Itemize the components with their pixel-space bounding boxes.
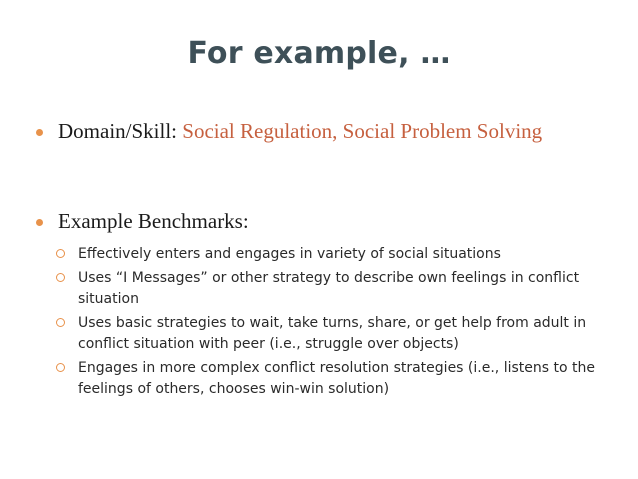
benchmark-item — [56, 268, 618, 310]
benchmark-item-text: Effectively enters and engages in variety of social situations — [78, 246, 501, 262]
bullet-example-benchmarks — [36, 208, 606, 403]
hollow-circle-bullet-icon — [56, 273, 65, 282]
slide-title: For example, … — [187, 36, 451, 71]
benchmark-list — [56, 244, 606, 400]
bullet-domain-skill-text — [36, 118, 606, 145]
bullet-domain-skill — [36, 118, 606, 145]
hollow-circle-bullet-icon — [56, 318, 65, 327]
hollow-circle-bullet-icon — [56, 249, 65, 258]
hollow-circle-bullet-icon — [56, 363, 65, 372]
benchmark-item-text: Uses “I Messages” or other strategy to describe own feelings in conflict situation — [78, 270, 580, 307]
example-benchmarks-heading — [36, 208, 606, 235]
bullet-dot-icon — [36, 219, 43, 226]
bullet-dot-icon — [36, 129, 43, 136]
example-benchmarks-label: Example Benchmarks: — [58, 209, 249, 233]
domain-skill-value: Social Regulation, Social Problem Solving — [182, 119, 543, 143]
benchmark-item-text: Engages in more complex conflict resolution strategies (i.e., listens to the feelings of others, chooses win-win solution) — [78, 360, 595, 397]
benchmark-item — [56, 244, 618, 265]
domain-skill-label: Domain/Skill: — [58, 119, 183, 143]
benchmark-item-text: Uses basic strategies to wait, take turns, share, or get help from adult in conflict situation with peer (i.e., struggle over objects) — [78, 315, 587, 352]
benchmark-item — [56, 313, 618, 355]
benchmark-item — [56, 358, 618, 400]
